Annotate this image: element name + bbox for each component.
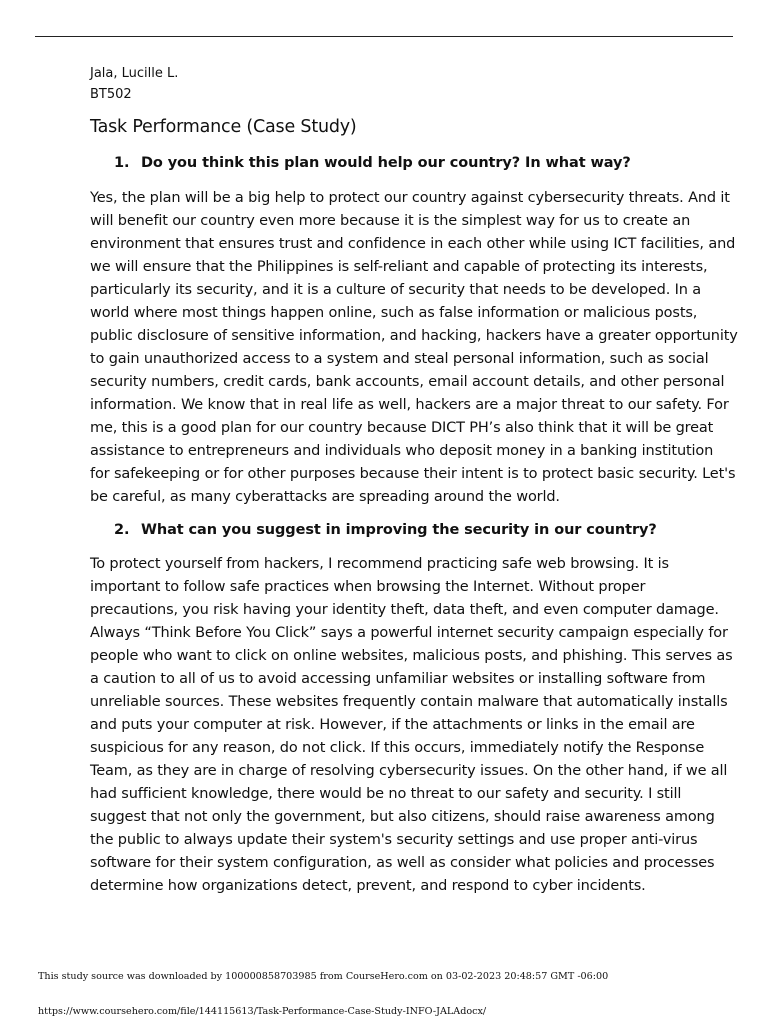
- answer-2-line: suggest that not only the government, but also citizens, should raise awareness among: [90, 809, 715, 825]
- answer-1-line: for safekeeping or for other purposes because their intent is to protect basic security. Let's: [90, 466, 736, 482]
- author-name: Jala, Lucille L.: [90, 66, 179, 81]
- answer-2-line: software for their system configuration, as well as consider what policies and processes: [90, 855, 715, 871]
- answer-2-line: Always “Think Before You Click” says a powerful internet security campaign especially for: [90, 625, 728, 641]
- answer-2-line: important to follow safe practices when browsing the Internet. Without proper: [90, 579, 646, 595]
- question-2: [114, 519, 657, 541]
- answer-1-line: information. We know that in real life as well, hackers are a major threat to our safety. For: [90, 397, 729, 413]
- answer-1-line: we will ensure that the Philippines is self-reliant and capable of protecting its interests,: [90, 259, 708, 275]
- download-source-note: This study source was downloaded by 100000858703985 from CourseHero.com on 03-02-2023 20:48:57 GMT -06:00: [38, 971, 609, 982]
- answer-2-paragraph: [90, 553, 733, 898]
- answer-2-line: and puts your computer at risk. However, if the attachments or links in the email are: [90, 717, 695, 733]
- question-2-number: 2.: [114, 522, 130, 538]
- answer-2-line: To protect yourself from hackers, I recommend practicing safe web browsing. It is: [90, 556, 669, 572]
- answer-2-line: determine how organizations detect, prevent, and respond to cyber incidents.: [90, 878, 646, 894]
- question-1-number: 1.: [114, 155, 130, 171]
- question-2-text: What can you suggest in improving the security in our country?: [140, 522, 657, 538]
- answer-1-line: public disclosure of sensitive information, and hacking, hackers have a greater opportunity: [90, 328, 738, 344]
- header-divider: [35, 36, 733, 37]
- answer-1-line: assistance to entrepreneurs and individuals who deposit money in a banking institution: [90, 443, 714, 459]
- answer-1-paragraph: [90, 187, 738, 509]
- answer-2-line: precautions, you risk having your identity theft, data theft, and even computer damage.: [90, 602, 719, 618]
- answer-1-line: me, this is a good plan for our country because DICT PH’s also think that it will be great: [90, 420, 714, 436]
- answer-1-line: Yes, the plan will be a big help to protect our country against cybersecurity threats. And it: [90, 190, 730, 206]
- answer-1-line: world where most things happen online, such as false information or malicious posts,: [90, 305, 698, 321]
- answer-2-line: unreliable sources. These websites frequently contain malware that automatically installs: [90, 694, 728, 710]
- answer-1-line: to gain unauthorized access to a system and steal personal information, such as social: [90, 351, 709, 367]
- answer-2-line: suspicious for any reason, do not click. If this occurs, immediately notify the Response: [90, 740, 705, 756]
- answer-1-line: be careful, as many cyberattacks are spreading around the world.: [90, 489, 560, 505]
- answer-2-line: Team, as they are in charge of resolving cybersecurity issues. On the other hand, if we all: [90, 763, 728, 779]
- answer-1-line: particularly its security, and it is a culture of security that needs to be developed. In a: [90, 282, 701, 298]
- answer-2-line: the public to always update their system's security settings and use proper anti-virus: [90, 832, 698, 848]
- answer-1-line: security numbers, credit cards, bank accounts, email account details, and other personal: [90, 374, 725, 390]
- answer-1-line: environment that ensures trust and confidence in each other while using ICT facilities, and: [90, 236, 736, 252]
- source-url: https://www.coursehero.com/file/144115613/Task-Performance-Case-Study-INFO-JALAdocx/: [38, 1006, 487, 1017]
- question-1-text: Do you think this plan would help our country? In what way?: [140, 155, 631, 171]
- answer-2-line: a caution to all of us to avoid accessing unfamiliar websites or installing software from: [90, 671, 706, 687]
- answer-2-line: had sufficient knowledge, there would be no threat to our safety and security. I still: [90, 786, 682, 802]
- question-1: [114, 152, 631, 174]
- answer-1-line: will benefit our country even more because it is the simplest way for us to create an: [90, 213, 691, 229]
- class-section: BT502: [90, 87, 132, 102]
- answer-2-line: people who want to click on online websites, malicious posts, and phishing. This serves as: [90, 648, 733, 664]
- document-title: Task Performance (Case Study): [90, 117, 357, 137]
